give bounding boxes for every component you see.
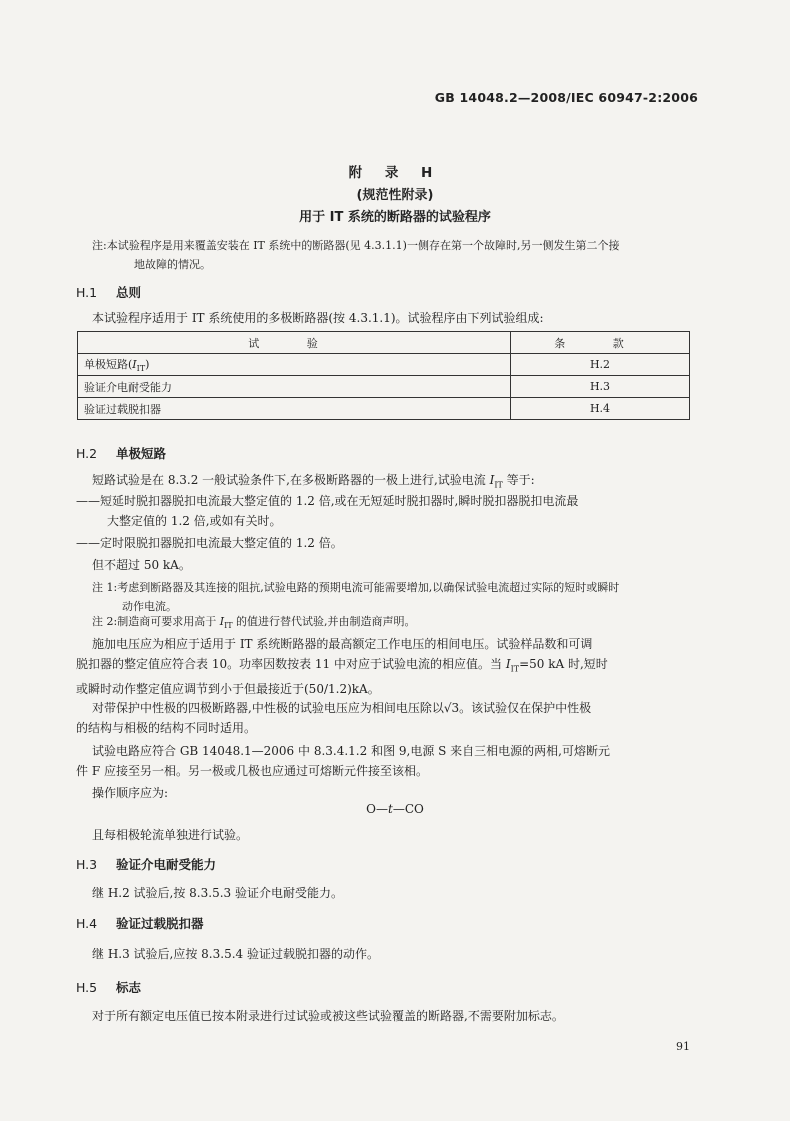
- h2-current-limit: 但不超过 50 kA。: [92, 558, 191, 572]
- section-h1-heading: [76, 283, 141, 301]
- table-row: [78, 398, 690, 420]
- cell-test: 验证过载脱扣器: [78, 398, 511, 420]
- section-title: 标志: [116, 980, 142, 995]
- section-number: H.3: [76, 857, 98, 872]
- table-row: [78, 376, 690, 398]
- h2-paragraph-2: 施加电压应为相应于适用于 IT 系统断路器的最高额定工作电压的相间电压。试验样品数和可调 脱扣器的整定值应符合表 10。功率因数按表 11 中对应于试验电流的相应值。当 $I_{IT}=50$ kA 时,短时 或瞬时动作整定值应调节到小于但最接近于(50/1.2)kA。: [76, 637, 608, 697]
- page-number: 91: [676, 1040, 690, 1053]
- h5-paragraph: 对于所有额定电压值已按本附录进行过试验或被这些试验覆盖的断路器,不需要附加标志。: [92, 1009, 564, 1023]
- section-title: 总则: [116, 285, 142, 300]
- operating-sequence-formula: O—t—CO: [366, 802, 424, 816]
- h3-paragraph: 继 H.2 试验后,按 8.3.5.3 验证介电耐受能力。: [92, 886, 343, 900]
- intro-note-line2: 地故障的情况。: [134, 258, 211, 271]
- h2-paragraph-1: 短路试验是在 8.3.2 一般试验条件下,在多极断路器的一极上进行,试验电流 $I_{IT}$ 等于:: [92, 473, 535, 490]
- h2-note-1: 注 1:考虑到断路器及其连接的阻抗,试验电路的预期电流可能需要增加,以确保试验电流超过实际的短时或瞬时 动作电流。: [92, 581, 620, 613]
- section-number: H.2: [76, 446, 98, 461]
- header-clause: 条 款: [511, 332, 690, 354]
- section-number: H.5: [76, 980, 98, 995]
- h2-dash-item-2: ——定时限脱扣器脱扣电流最大整定值的 1.2 倍。: [76, 536, 343, 550]
- test-sequence-table: [77, 331, 690, 420]
- section-h5-heading: [76, 978, 141, 996]
- h2-dash-item-1: ——短延时脱扣器脱扣电流最大整定值的 1.2 倍,或在无短延时脱扣器时,瞬时脱扣器脱扣电流最 大整定值的 1.2 倍,或如有关时。: [76, 494, 579, 528]
- intro-note-line1: 注:本试验程序是用来覆盖安装在 IT 系统中的断路器(见 4.3.1.1)一侧存在第一个故障时,另一侧发生第二个接: [92, 239, 620, 252]
- cell-clause: H.4: [511, 398, 690, 420]
- cell-clause: H.2: [511, 354, 690, 376]
- section-title: 单极短路: [116, 446, 167, 461]
- section-h3-heading: [76, 855, 216, 873]
- cell-clause: H.3: [511, 376, 690, 398]
- h2-paragraph-4: 试验电路应符合 GB 14048.1—2006 中 8.3.4.1.2 和图 9,电源 S 来自三相电源的两相,可熔断元 件 F 应接至另一相。另一极或几极也应通过可熔断元件接至该相。: [76, 744, 611, 778]
- annex-type: (规范性附录): [356, 188, 434, 203]
- section-title: 验证介电耐受能力: [116, 857, 217, 872]
- section-h4-heading: [76, 914, 204, 932]
- intro-note: [92, 236, 698, 274]
- h2-note-2: 注 2:制造商可要求用高于 $I_{IT}$ 的值进行替代试验,并由制造商声明。: [92, 615, 416, 631]
- annex-subject: 用于 IT 系统的断路器的试验程序: [299, 210, 491, 225]
- cell-test: 单极短路$(I_{IT})$: [78, 354, 511, 376]
- h2-operating-sequence: 操作顺序应为:: [92, 786, 169, 800]
- section-title: 验证过载脱扣器: [116, 916, 204, 931]
- standard-header: GB 14048.2—2008/IEC 60947-2:2006: [434, 90, 698, 105]
- h4-paragraph: 继 H.3 试验后,应按 8.3.5.4 验证过载脱扣器的动作。: [92, 947, 379, 961]
- cell-test: 验证介电耐受能力: [78, 376, 511, 398]
- header-test: 试 验: [78, 332, 511, 354]
- section-number: H.1: [76, 285, 98, 300]
- h1-paragraph: 本试验程序适用于 IT 系统使用的多极断路器(按 4.3.1.1)。试验程序由下列试验组成:: [92, 311, 544, 325]
- table-row: [78, 354, 690, 376]
- section-number: H.4: [76, 916, 98, 931]
- table-header-row: [78, 332, 690, 354]
- h2-paragraph-3: 对带保护中性极的四极断路器,中性极的试验电压应为相间电压除以√3。该试验仅在保护中性极 的结构与相极的结构不同时适用。: [76, 701, 592, 735]
- annex-title: 附 录 H: [348, 165, 442, 181]
- section-h2-heading: [76, 444, 166, 462]
- h2-paragraph-6: 且每相极轮流单独进行试验。: [92, 828, 249, 842]
